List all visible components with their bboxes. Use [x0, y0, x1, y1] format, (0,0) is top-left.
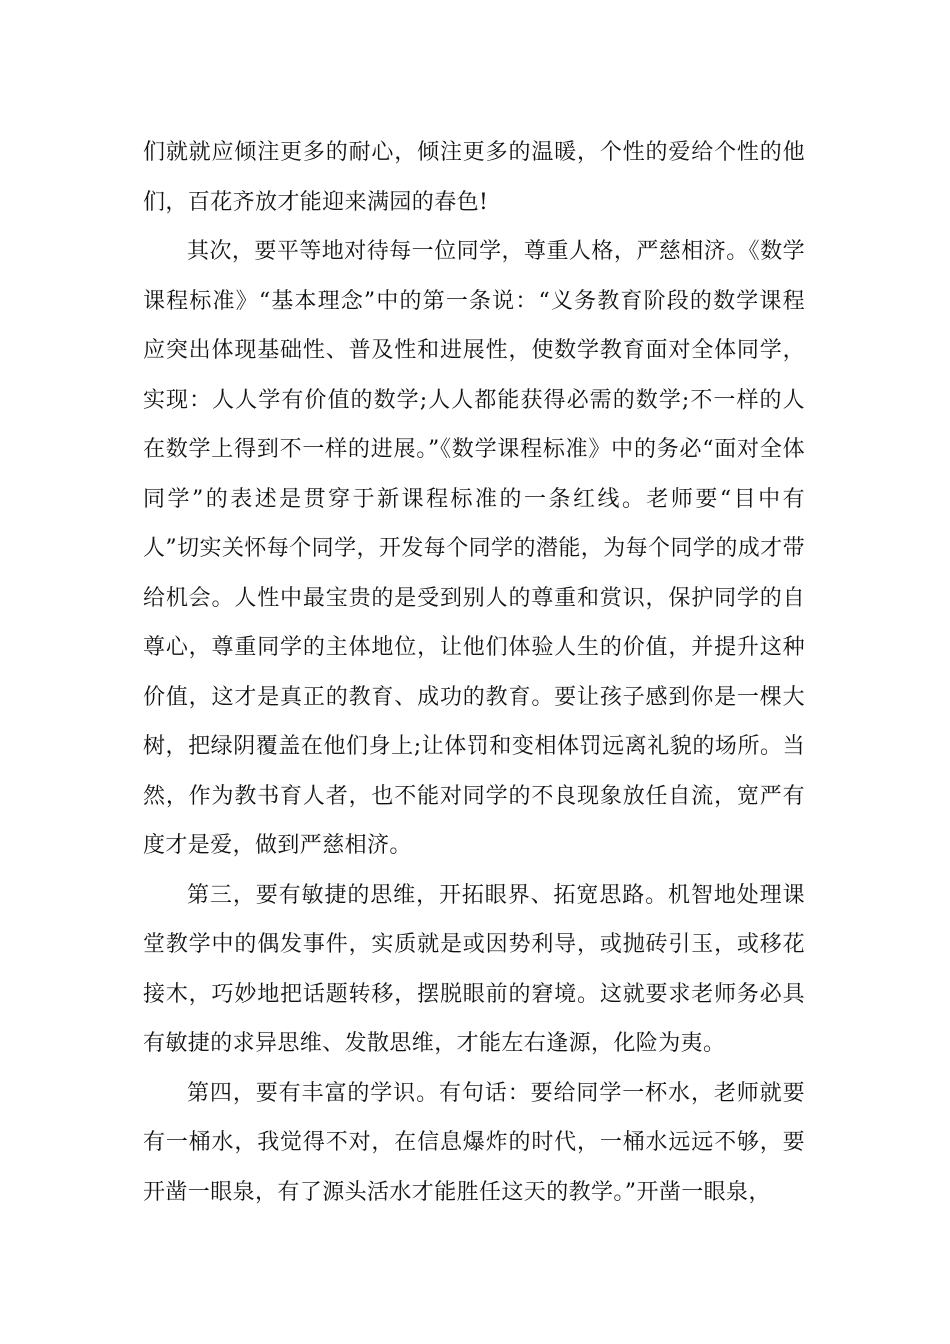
paragraph-1: 们就就应倾注更多的耐心，倾注更多的温暖，个性的爱给个性的他们，百花齐放才能迎来满园的春色!	[143, 140, 805, 215]
paragraph-3: 第三，要有敏捷的思维，开拓眼界、拓宽思路。机智地处理课堂教学中的偶发事件，实质就是或因势利导，或抛砖引玉，或移花接木，巧妙地把话题转移，摆脱眼前的窘境。这就要求老师务必具有敏捷的求异思维、发散思维，才能左右逢源，化险为夷。	[143, 882, 805, 1056]
paragraph-2: 其次，要平等地对待每一位同学，尊重人格，严慈相济。《数学课程标准》“基本理念”中的第一条说：“义务教育阶段的数学课程应突出体现基础性、普及性和进展性，使数学教育面对全体同学，实现：人人学有价值的数学;人人都能获得必需的数学;不一样的人在数学上得到不一样的进展。”《数学课程标准》中的务必“面对全体同学”的表述是贯穿于新课程标准的一条红线。老师要“目中有人”切实关怀每个同学，开发每个同学的潜能，为每个同学的成才带给机会。人性中最宝贵的是受到别人的尊重和赏识，保护同学的自尊心，尊重同学的主体地位，让他们体验人生的价值，并提升这种价值，这才是真正的教育、成功的教育。要让孩子感到你是一棵大树，把绿阴覆盖在他们身上;让体罚和变相体罚远离礼貌的场所。当然，作为教书育人者，也不能对同学的不良现象放任自流，宽严有度才是爱，做到严慈相济。	[143, 239, 805, 858]
paragraph-4: 第四，要有丰富的学识。有句话：要给同学一杯水，老师就要有一桶水，我觉得不对，在信息爆炸的时代，一桶水远远不够，要开凿一眼泉，有了源头活水才能胜任这天的教学。”开凿一眼泉，	[143, 1080, 805, 1205]
document-page	[143, 128, 805, 1217]
